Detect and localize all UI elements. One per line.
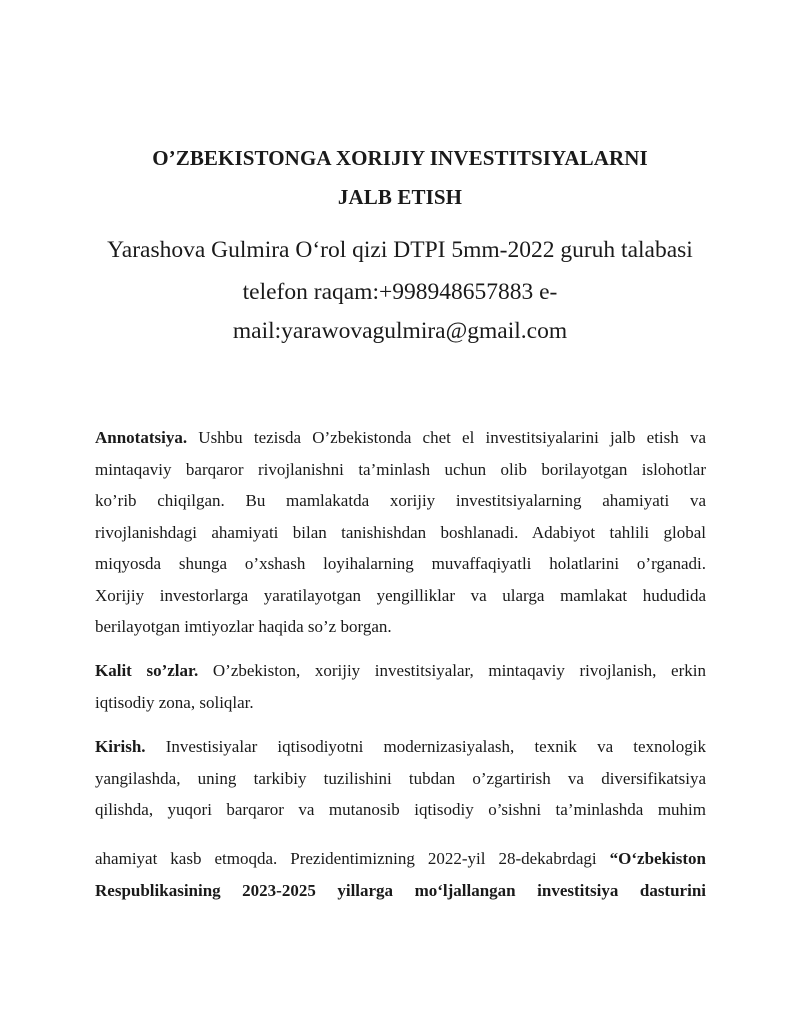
keywords-paragraph — [95, 655, 706, 718]
author-contact-email: mail:yarawovagulmira@gmail.com — [232, 318, 568, 344]
intro-paragraph — [95, 731, 706, 826]
author-contact-phone: telefon raqam:+998948657883 e- — [242, 279, 558, 305]
intro-line: yangilashda, uning tarkibiy tuzilishini tubdan o’zgartirish va diversifikatsiya — [95, 768, 706, 788]
annotation-line: berilayotgan imtiyozlar haqida so’z borgan. — [95, 617, 392, 636]
annotation-line: mintaqaviy barqaror rivojlanishni ta’minlash uchun olib borilayotgan islohotlar — [95, 459, 706, 479]
decree-title-start: “O‘zbekiston — [609, 849, 706, 868]
title-line-2: JALB ETISH — [337, 185, 463, 209]
intro-line: ahamiyat kasb etmoqda. Prezidentimizning 2022-yil 28-dekabrdagi “O‘zbekiston — [95, 849, 706, 868]
title-line-1: O’ZBEKISTONGA XORIJIY INVESTITSIYALARNI — [152, 146, 648, 170]
decree-title-line: Respublikasining 2023-2025 yillarga mo‘ljallangan investitsiya dasturini — [95, 880, 706, 900]
author-line-1: Yarashova Gulmira O‘rol qizi DTPI 5mm-2022 guruh talabasi — [107, 237, 693, 263]
intro-paragraph-continued — [95, 843, 706, 906]
annotation-line: Xorijiy investorlarga yaratilayotgan yengilliklar va ularga mamlakat hududida — [95, 585, 706, 605]
keywords-line: Kalit so’zlar. O’zbekiston, xorijiy investitsiyalar, mintaqaviy rivojlanish, erkin — [95, 661, 706, 680]
intro-line: qilishda, yuqori barqaror va mutanosib iqtisodiy o’sishni ta’minlashda muhim — [95, 800, 706, 819]
annotation-paragraph — [95, 422, 706, 643]
keywords-label: Kalit so’zlar. — [95, 661, 199, 680]
intro-line: Kirish. Investisiyalar iqtisodiyotni modernizasiyalash, texnik va texnologik — [95, 737, 706, 756]
annotation-label: Annotatsiya. — [95, 428, 188, 447]
annotation-line: miqyosda shunga o’xshash loyihalarning muvaffaqiyatli holatlarini o’rganadi. — [95, 554, 706, 573]
intro-label: Kirish. — [95, 737, 146, 756]
keywords-line: iqtisodiy zona, soliqlar. — [95, 692, 254, 712]
annotation-line: ko’rib chiqilgan. Bu mamlakatda xorijiy investitsiyalarning ahamiyati va — [95, 491, 706, 510]
annotation-line: rivojlanishdagi ahamiyati bilan tanishishdan boshlanadi. Adabiyot tahlili global — [95, 522, 706, 542]
annotation-line: Annotatsiya. Ushbu tezisda O’zbekistonda chet el investitsiyalarini jalb etish va — [95, 428, 706, 447]
